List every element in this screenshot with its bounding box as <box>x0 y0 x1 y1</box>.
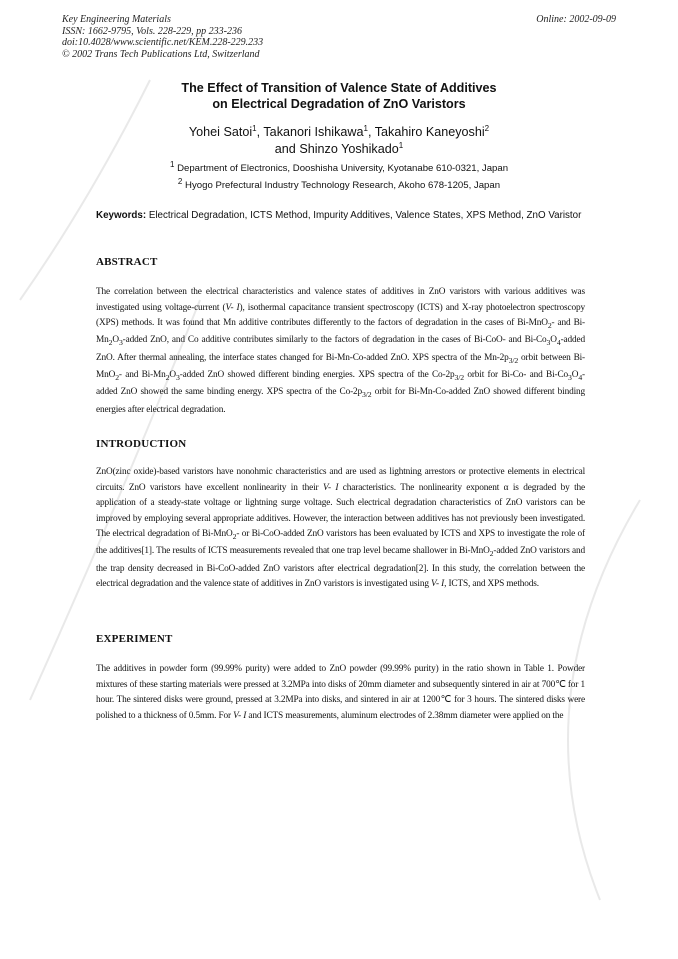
author-affil-sup: 2 <box>484 123 490 133</box>
affiliation-1: $^1$ Department of Electronics, Dooshisha University, Kyotanabe 610-0321, Japan <box>169 159 509 174</box>
author-name: Takahiro Kaneyoshi <box>374 125 485 139</box>
abstract-heading: ABSTRACT <box>96 256 158 268</box>
introduction-body: ZnO(zinc oxide)-based varistors have nonohmic characteristics and are used as lightning arrestors or protective elements in electrical circuits. ZnO varistors have excellent nonlinearity in their V- I characteristics. The nonlinearity exponent α is degraded by the application of a steady-state voltage or lightning surge voltage. Such electrical degradation characteristics of ZnO varistors can be improved by employing several appropriate additives. However, the interaction between additives has not previously been investigated. The electrical degradation of Bi-MnO$_2$- or Bi-CoO-added ZnO varistors has been evaluated by ICTS and XPS to investigate the role of the additives[1]. The results of ICTS measurements revealed that one trap level became shallower in Bi-MnO$_2$-added ZnO varistors and the trap density decreased in Bi-CoO-added ZnO varistors after electrical degradation[2]. In this study, the correlation between the electrical degradation and the valence state of additives in ZnO varistors is investigated using V- I, ICTS, and XPS methods. <box>96 467 585 590</box>
title-line-2: on Electrical Degradation of ZnO Varistors <box>212 97 466 111</box>
affiliation-2: $^2$ Hyogo Prefectural Industry Technology Research, Akoho 678-1205, Japan <box>177 176 501 191</box>
author-list <box>90 124 588 157</box>
experiment-heading: EXPERIMENT <box>96 633 173 645</box>
keywords <box>96 209 584 222</box>
introduction-heading: INTRODUCTION <box>96 438 187 450</box>
abstract-body: The correlation between the electrical characteristics and valence states of additives in ZnO varistors with various additives was investigated using voltage-current (V- I), isothermal capacitance transient spectroscopy (ICTS) and X-ray photoelectron spectroscopy (XPS) methods. It was found that Mn additive contributes differently to the factors of degradation in the cases of Bi-MnO$_2$- and $Bi-Mn_2O_3$-added ZnO, and Co additive contributes similarly to the factors of degradation in the cases of Bi-CoO- and $Bi-Co_3O_4$-added ZnO. After thermal annealing, the interface states changed for Bi-Mn-Co-added ZnO. XPS spectra of the $Mn-2p_{3/2}$ orbit between Bi-MnO$_2$- and $Bi-Mn_2O_3$-added ZnO showed different binding energies. XPS spectra of the $Co-2p_{3/2}$ orbit for Bi-Co- and $Bi-Co_3O_4$-added ZnO showed the same binding energy. XPS spectra of the $Co-2p_{3/2}$ orbit for Bi-Mn-Co-added ZnO showed different binding energies after electrical degradation. <box>96 287 586 415</box>
affiliation-sup: 1 <box>169 159 175 169</box>
online-date: Online: 2002-09-09 <box>536 14 616 25</box>
author-name: Takanori Ishikawa <box>263 125 364 139</box>
author-name: Yohei Satoi <box>188 125 253 139</box>
copyright-line: © 2002 Trans Tech Publications Ltd, Switzerland <box>62 48 260 60</box>
author-affil-sup: 1 <box>363 123 368 133</box>
keywords-text: Electrical Degradation, ICTS Method, Impurity Additives, Valence States, XPS Method, ZnO Varistor <box>148 210 582 221</box>
paper-title <box>90 80 588 112</box>
issn-line: ISSN: 1662-9795, Vols. 228-229, pp 233-236 <box>62 25 242 37</box>
author-affil-sup: 1 <box>252 123 257 133</box>
author-affil-sup: 1 <box>398 140 404 150</box>
author-name: Shinzo Yoshikado <box>299 141 399 156</box>
journal-name: Key Engineering Materials <box>62 14 171 25</box>
keywords-label: Keywords: <box>96 210 147 221</box>
author-line-1: Yohei Satoi$^1$, Takanori Ishikawa$^1$, Takahiro Kaneyoshi$^2$ <box>188 123 490 139</box>
title-line-1: The Effect of Transition of Valence State of Additives <box>181 81 497 95</box>
publication-meta <box>62 14 263 60</box>
affiliation-sup: 2 <box>177 176 183 186</box>
author-line-2: and Shinzo Yoshikado$^1$ <box>274 140 404 156</box>
doi-line: doi:10.4028/www.scientific.net/KEM.228-229.233 <box>62 37 264 48</box>
experiment-body: The additives in powder form (99.99% purity) were added to ZnO powder (99.99% purity) in the ratio shown in Table 1. Powder mixtures of these starting materials were pressed at 3.2MPa into disks of 20mm diameter and subsequently sintered in air at 700℃ for 1 hour. The sintered disks were ground, pressed at 3.2MPa into disks, and sintered in air at 1200℃ for 3 hours. The sintered disks were polished to a thickness of 0.5mm. For V- I and ICTS measurements, aluminum electrodes of 2.38mm diameter were applied on the <box>96 664 585 721</box>
